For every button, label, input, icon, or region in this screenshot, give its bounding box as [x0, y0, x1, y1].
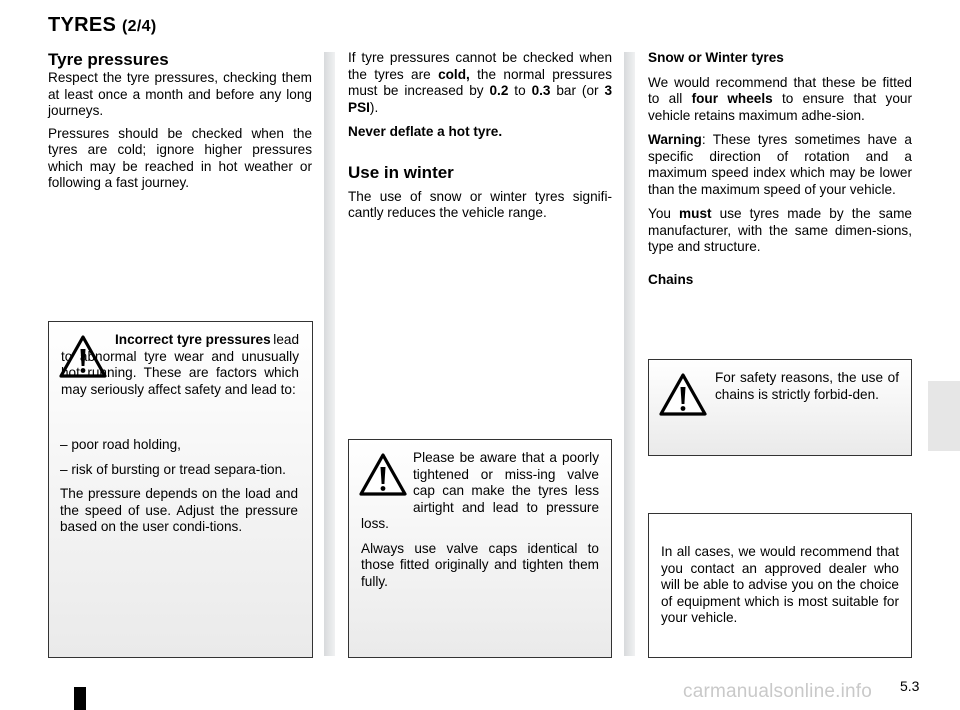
use-in-winter-text: The use of snow or winter tyres signifi-cantly reduces the vehicle range. [348, 188, 612, 220]
warning-triangle-icon [659, 373, 707, 417]
column-1 [48, 50, 312, 192]
bottom-marker-bar [74, 687, 86, 710]
tyre-pressures-paragraph-1: Respect the tyre pressures, checking them at least once a month and before any long journeys. [48, 70, 312, 118]
cold-text-d: bar (or [550, 83, 605, 98]
chains-heading: Chains [648, 271, 694, 287]
valve-cap-warning-box [348, 439, 612, 658]
cold-text-e: ). [369, 99, 379, 115]
cold-value-3: 3 PSI [348, 83, 613, 115]
cold-value-1: 0.2 [489, 83, 509, 98]
snow-p1-bold: four wheels [691, 91, 773, 106]
snow-tyres-heading: Snow or Winter tyres [648, 50, 784, 65]
dealer-note-box [648, 513, 912, 658]
page-title [48, 12, 156, 40]
warning-intro-bold: Incorrect tyre pressures [115, 332, 271, 347]
warning-list [60, 437, 298, 536]
snow-warning-label: Warning [648, 132, 702, 147]
tyre-pressure-warning-body [61, 332, 299, 398]
valve-cap-warning-p2: Always use valve caps identical to those fitted originally and tighten them fully. [361, 540, 599, 589]
snow-p1-b: to ensure that your vehicle retains maximum adhe-sion. [648, 91, 912, 123]
cold-text-c: to [508, 83, 532, 98]
watermark: carmanualsonline.info [683, 681, 873, 702]
column-separator-2 [624, 52, 635, 656]
never-deflate-text: Never deflate a hot tyre. [348, 124, 503, 139]
warning-intro-rest [61, 332, 299, 398]
column-separator-1 [324, 52, 335, 656]
valve-cap-warning-p1: Please be aware that a poorly tightened or miss-ing valve cap can make the tyres less airtight and lead to pressure loss. [361, 450, 599, 531]
chains-warning-box [648, 359, 912, 456]
column-3 [648, 50, 912, 288]
cold-text-bold: cold, [438, 66, 470, 82]
cold-value-2: 0.3 [531, 83, 551, 98]
tyre-pressures-heading: Tyre pressures [48, 50, 169, 69]
page-number: 5.3 [900, 678, 920, 694]
tyre-pressures-paragraph-2: Pressures should be checked when the tyres are cold; ignore higher pressures which may be reached in hot weather or following a fast journey. [48, 125, 312, 190]
warning-list-item-1: – poor road holding, [60, 437, 181, 452]
snow-p2-rest: : These tyres sometimes have a specific direction of rotation and a maximum speed index which may be lower than the maximum speed of your vehicle. [648, 132, 912, 197]
snow-p3-b: use tyres made by the same manufacturer, with the same dimen-sions, type and structure. [648, 206, 912, 254]
warning-list-item-2: – risk of bursting or tread separa-tion. [60, 461, 286, 477]
column-2 [348, 50, 612, 222]
page-title-part: (2/4) [122, 18, 157, 35]
snow-tyres-paragraph-2 [648, 132, 912, 198]
cold-tyre-paragraph [348, 50, 612, 116]
snow-tyres-paragraph-1 [648, 75, 912, 125]
page-title-text: TYRES [48, 14, 117, 36]
cold-text-b: the normal pressures must be increased by [348, 66, 612, 98]
dealer-note-text: In all cases, we would recommend that you contact an approved dealer who will be able to advise you on the choice of equipment which is most suitable for your vehicle. [661, 544, 899, 625]
chains-warning-text: For safety reasons, the use of chains is strictly forbid-den. [715, 370, 899, 402]
snow-p3-bold: must [679, 206, 712, 221]
chapter-tab [928, 381, 960, 451]
snow-p1-a: We would recommend that these be fitted to all [648, 74, 912, 106]
valve-cap-warning-body [361, 450, 599, 590]
use-in-winter-heading: Use in winter [348, 162, 454, 182]
icon-float-spacer [361, 450, 413, 516]
snow-p3-a: You [648, 206, 680, 221]
warning-intro-rest-text: lead to abnormal tyre wear and unusually hot running. These are factors which may seriously affect safety and lead to: [61, 332, 299, 397]
warning-outro: The pressure depends on the load and the speed of use. Adjust the pressure based on the user condi-tions. [60, 486, 298, 534]
snow-tyres-paragraph-3 [648, 206, 912, 256]
cold-text-a: If tyre pressures cannot be checked when the tyres are [348, 50, 612, 82]
